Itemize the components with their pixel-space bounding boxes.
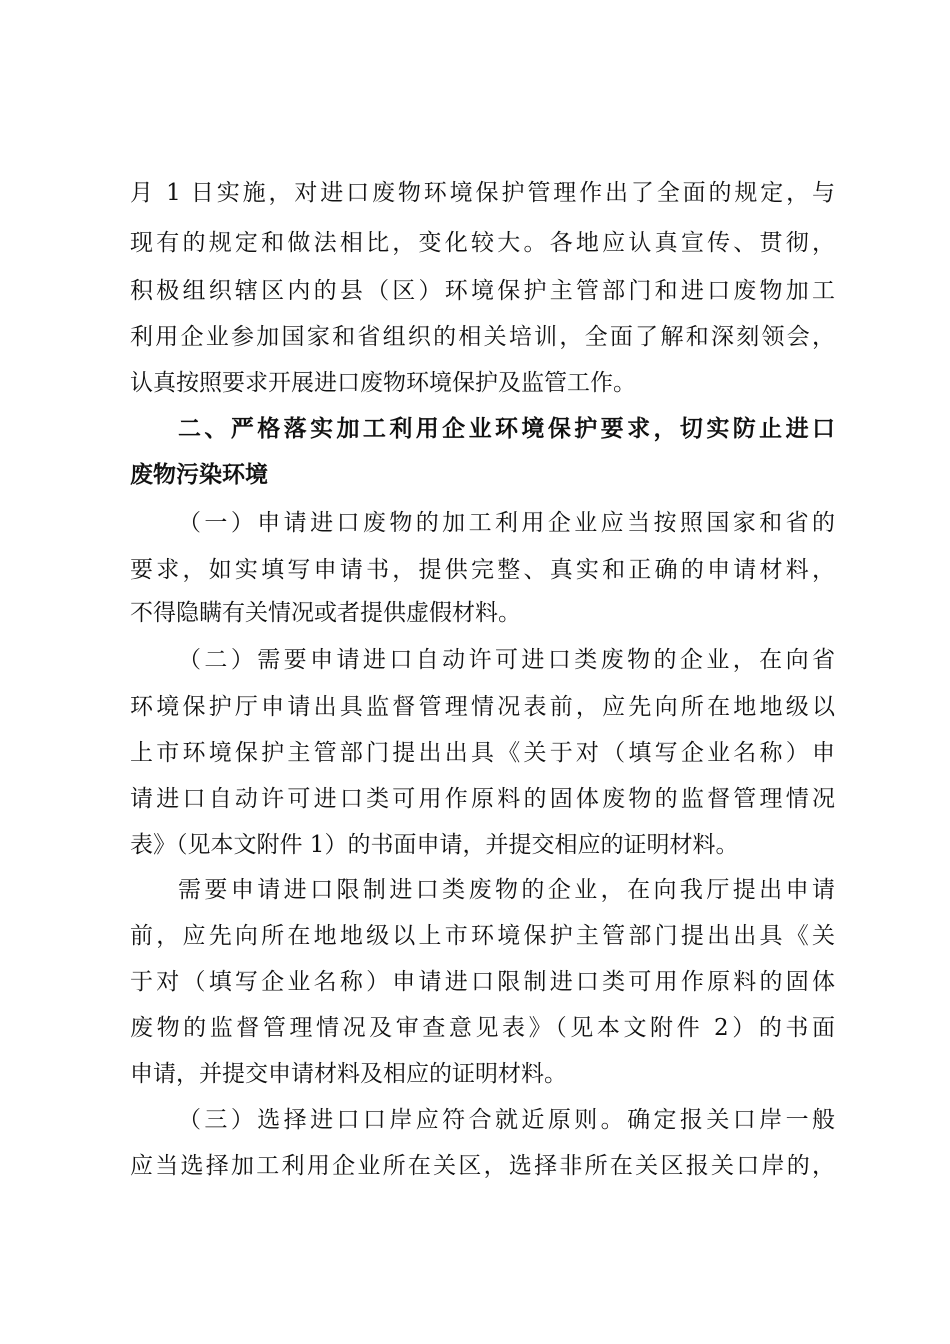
text-line: 现有的规定和做法相比，变化较大。各地应认真宣传、贯彻， [130,230,835,256]
text-line: 月 1 日实施，对进口废物环境保护管理作出了全面的规定，与 [130,180,835,206]
text-line: （三）选择进口口岸应符合就近原则。确定报关口岸一般 [178,1107,835,1133]
text-line: 积极组织辖区内的县（区）环境保护主管部门和进口废物加工 [130,278,835,304]
text-line: 利用企业参加国家和省组织的相关培训，全面了解和深刻领会， [130,324,835,350]
text-line: 于对（填写企业名称）申请进口限制进口类可用作原料的固体 [130,969,835,995]
text-line: 要求，如实填写申请书，提供完整、真实和正确的申请材料， [130,557,835,583]
text-line: 表》（见本文附件 1）的书面申请，并提交相应的证明材料。 [130,832,739,858]
text-line: 请进口自动许可进口类可用作原料的固体废物的监督管理情况 [130,786,835,812]
text-line: 废物的监督管理情况及审查意见表》（见本文附件 2）的书面 [130,1015,835,1041]
text-line: 申请，并提交申请材料及相应的证明材料。 [130,1061,567,1087]
text-line: 环境保护厅申请出具监督管理情况表前，应先向所在地地级以 [130,694,835,720]
text-line: 需要申请进口限制进口类废物的企业，在向我厅提出申请 [178,877,835,903]
text-line: 前，应先向所在地地级以上市环境保护主管部门提出出具《关 [130,923,835,949]
text-line: 上市环境保护主管部门提出出具《关于对（填写企业名称）申 [130,740,835,766]
text-line: （二）需要申请进口自动许可进口类废物的企业，在向省 [178,647,835,673]
text-line: 认真按照要求开展进口废物环境保护及监管工作。 [130,370,636,396]
text-line: （一）申请进口废物的加工利用企业应当按照国家和省的 [178,510,835,536]
text-line: 应当选择加工利用企业所在关区，选择非所在关区报关口岸的， [130,1153,835,1179]
section-heading: 二、严格落实加工利用企业环境保护要求，切实防止进口 [178,416,835,442]
section-heading: 废物污染环境 [130,462,268,488]
text-line: 不得隐瞒有关情况或者提供虚假材料。 [130,600,521,626]
